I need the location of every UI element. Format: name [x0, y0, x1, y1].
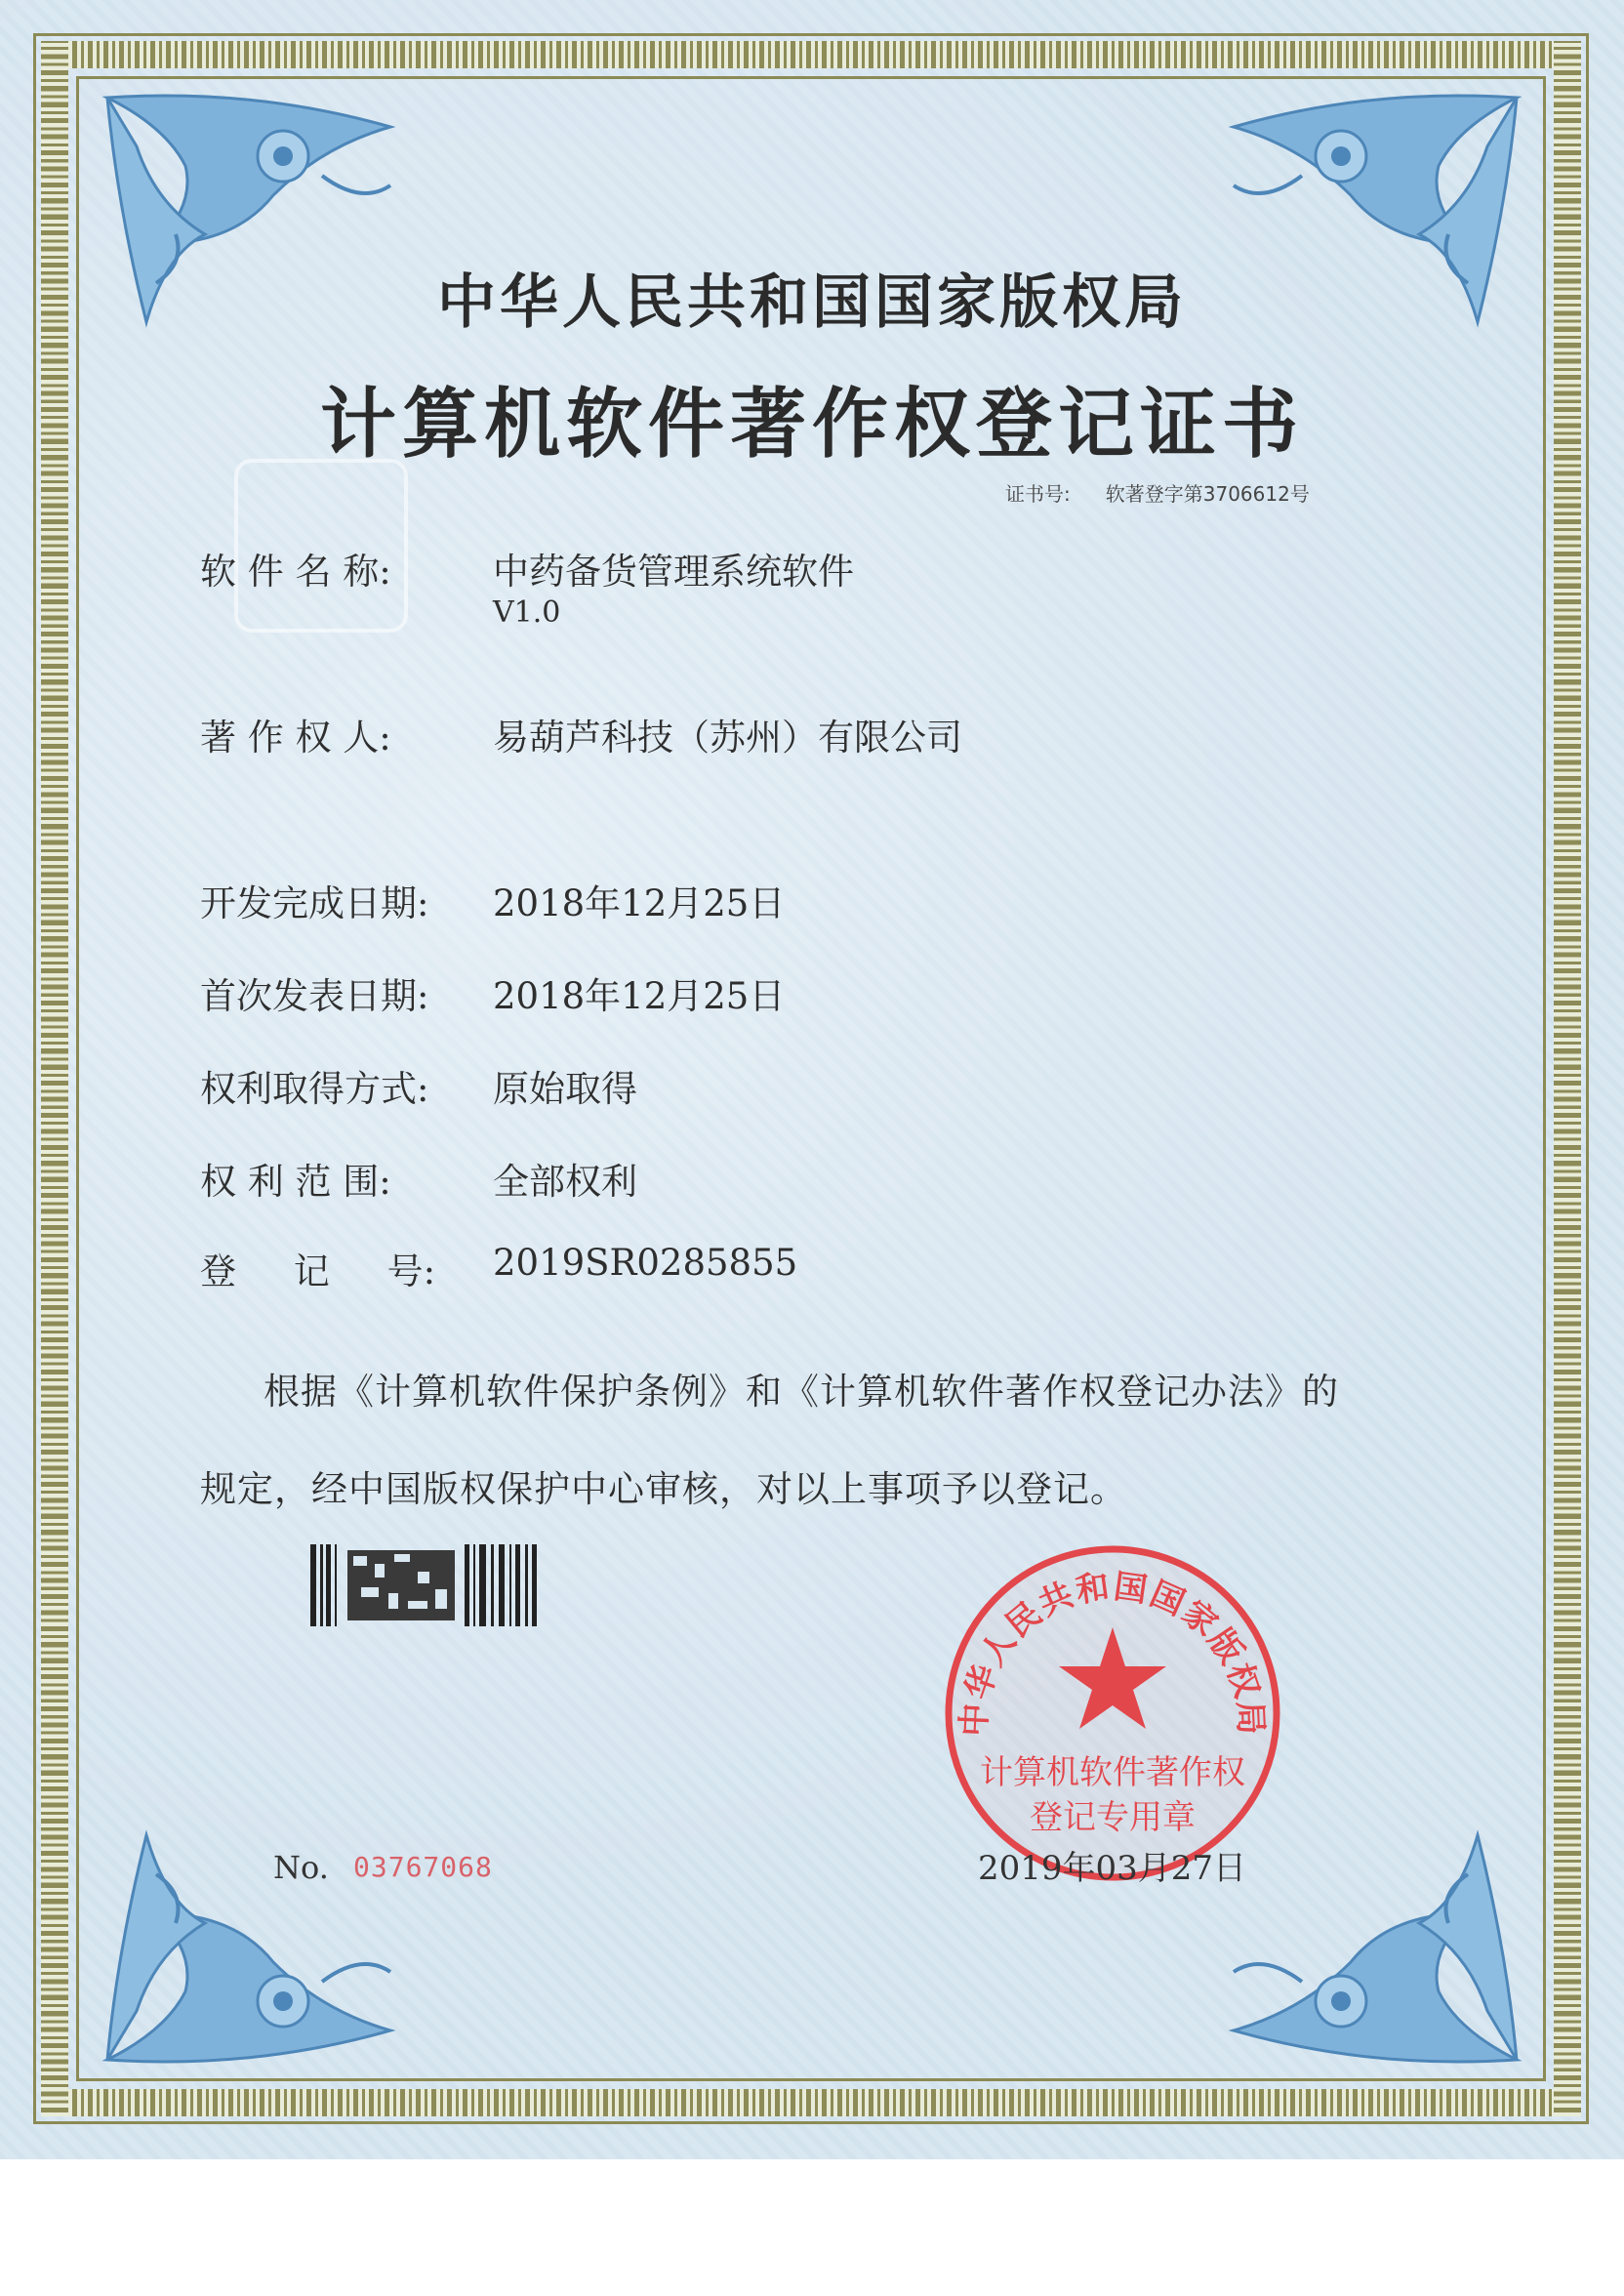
issuing-authority: 中华人民共和国国家版权局: [437, 268, 1187, 337]
field-registration-number: [200, 1242, 797, 1294]
field-label: 权 利 范 围:: [200, 1161, 391, 1203]
field-label: 著 作 权 人:: [200, 717, 391, 758]
statement-line-1: 根据《计算机软件保护条例》和《计算机软件著作权登记办法》的: [264, 1371, 1339, 1413]
field-label: 登 记 号:: [200, 1250, 436, 1292]
statement-line-2: 规定，经中国版权保护中心审核，对以上事项予以登记。: [200, 1468, 1127, 1510]
serial-number-value: 03767068: [353, 1851, 493, 1883]
field-value: 2018年12月25日: [493, 882, 786, 924]
field-acquisition-method: [200, 1059, 637, 1112]
seal-inner-line-1: 计算机软件著作权: [980, 1753, 1245, 1792]
certificate-number-value: 软著登字第3706612号: [1105, 482, 1310, 506]
field-value: 2018年12月25日: [493, 975, 786, 1017]
field-development-date: [200, 874, 785, 926]
field-copyright-owner: [200, 708, 962, 760]
seal-outer-text: 中华人民共和国国家版权局: [954, 1567, 1271, 1738]
field-value: 原始取得: [493, 1068, 637, 1110]
issue-date: 2019年03月27日: [978, 1849, 1247, 1888]
field-value: 易葫芦科技（苏州）有限公司: [493, 717, 962, 758]
seal-inner-line-2: 登记专用章: [1030, 1798, 1196, 1837]
official-seal: [937, 1538, 1288, 1889]
certificate-number-label: 证书号:: [1005, 482, 1071, 506]
serial-number-label: No.: [273, 1849, 329, 1886]
field-rights-scope: [200, 1152, 637, 1205]
field-value: 全部权利: [493, 1161, 637, 1203]
field-software-name: [200, 542, 854, 594]
field-label: 软 件 名 称:: [200, 551, 391, 593]
field-label: 权利取得方式:: [200, 1068, 429, 1110]
certificate-title: 计算机软件著作权登记证书: [319, 380, 1304, 469]
field-value: 2019SR0285855: [493, 1242, 798, 1284]
field-publication-date: [200, 966, 785, 1019]
barcode: [310, 1544, 537, 1626]
field-label: 首次发表日期:: [200, 975, 429, 1017]
field-value: 中药备货管理系统软件: [493, 551, 854, 593]
field-label: 开发完成日期:: [200, 882, 429, 924]
software-version: V1.0: [493, 595, 561, 630]
certificate-number: [1005, 478, 1310, 507]
